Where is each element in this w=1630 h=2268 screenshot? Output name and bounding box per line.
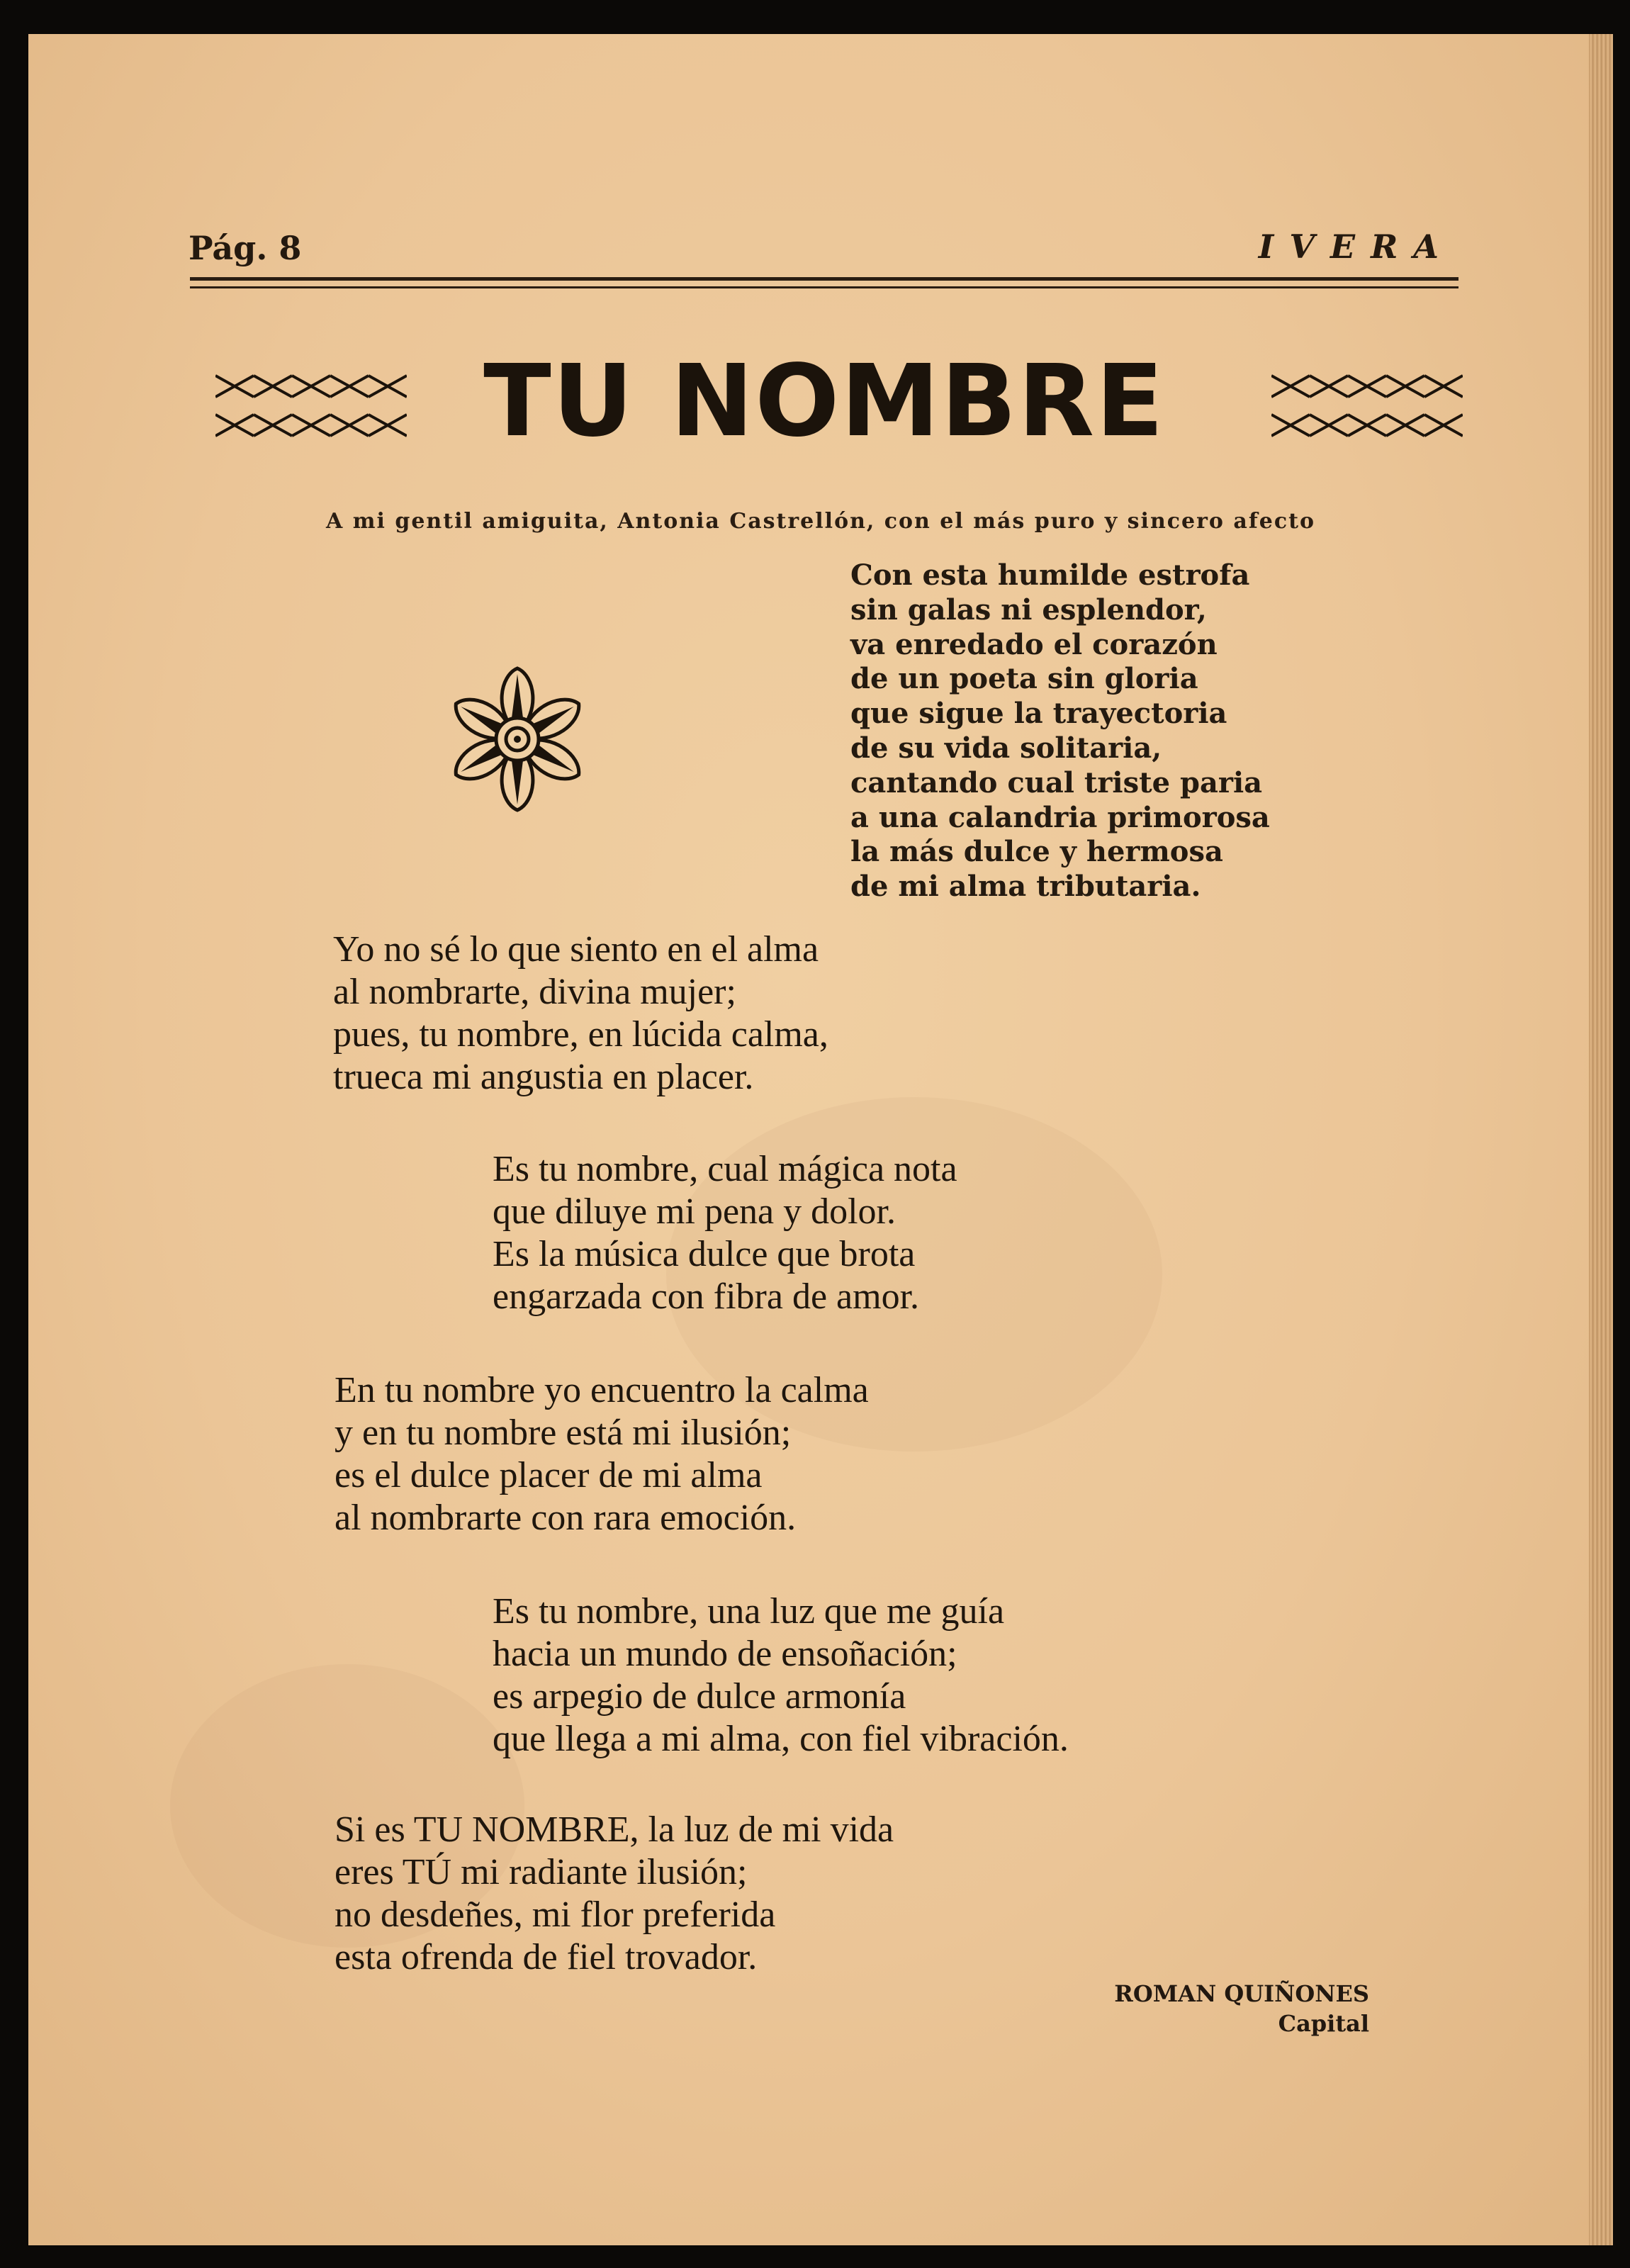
verse-line: y en tu nombre está mi ilusión; xyxy=(335,1413,792,1453)
verse-line: pues, tu nombre, en lúcida calma, xyxy=(333,1014,828,1055)
signature xyxy=(1114,1979,1369,2038)
verse-line: de un poeta sin gloria xyxy=(850,662,1198,696)
page-number: Pág. 8 xyxy=(189,229,302,267)
verse-line: que llega a mi alma, con fiel vibración. xyxy=(493,1719,1069,1759)
verse-line: Si es TU NOMBRE, la luz de mi vida xyxy=(335,1809,894,1850)
verse-line: Yo no sé lo que siento en el alma xyxy=(333,929,819,970)
header-rule-thick xyxy=(190,277,1458,281)
verse-line: que sigue la trayectoria xyxy=(850,697,1227,731)
verse-line: Es la música dulce que brota xyxy=(493,1234,916,1274)
intro-stanza xyxy=(850,558,1270,904)
stanza-2 xyxy=(493,1148,957,1318)
verse-line: la más dulce y hermosa xyxy=(850,835,1223,869)
stanza-3 xyxy=(335,1369,869,1539)
verse-line: Con esta humilde estrofa xyxy=(850,558,1250,592)
verse-line: eres TÚ mi radiante ilusión; xyxy=(335,1852,748,1892)
verse-line: Es tu nombre, cual mágica nota xyxy=(493,1149,957,1189)
publication-name: IVERA xyxy=(1258,228,1454,266)
verse-line: hacia un mundo de ensoñación; xyxy=(493,1634,957,1674)
verse-line: al nombrarte, divina mujer; xyxy=(333,972,736,1012)
verse-line: es el dulce placer de mi alma xyxy=(335,1455,763,1495)
dedication: A mi gentil amiguita, Antonia Castrellón, con el más puro y sincero afecto xyxy=(326,509,1315,534)
stanza-5 xyxy=(335,1809,894,1979)
verse-line: es arpegio de dulce armonía xyxy=(493,1676,906,1717)
verse-line: que diluye mi pena y dolor. xyxy=(493,1191,896,1232)
header-rule-thin xyxy=(190,286,1458,288)
verse-line: engarzada con fibra de amor. xyxy=(493,1276,920,1317)
verse-line: cantando cual triste paria xyxy=(850,765,1263,799)
stanza-4 xyxy=(493,1590,1069,1761)
title-row xyxy=(190,339,1458,495)
verse-line: esta ofrenda de fiel trovador. xyxy=(335,1937,758,1977)
stanza-1 xyxy=(333,928,828,1099)
verse-line: no desdeñes, mi flor preferida xyxy=(335,1894,776,1935)
magazine-page xyxy=(28,34,1613,2245)
verse-line: En tu nombre yo encuentro la calma xyxy=(335,1370,869,1410)
verse-line: Es tu nombre, una luz que me guía xyxy=(493,1591,1005,1632)
verse-line: sin galas ni esplendor, xyxy=(850,593,1207,627)
verse-line: a una calandria primorosa xyxy=(850,800,1270,834)
poem-title: TU NOMBRE xyxy=(483,344,1165,459)
page-edge xyxy=(1589,34,1613,2245)
verse-line: de su vida solitaria, xyxy=(850,731,1162,765)
crosshatch-ornament-icon xyxy=(1271,354,1463,461)
verse-line: trueca mi angustia en placer. xyxy=(333,1057,754,1097)
author-place: Capital xyxy=(1278,2010,1369,2037)
verse-line: al nombrarte con rara emoción. xyxy=(335,1498,797,1538)
verse-line: va enredado el corazón xyxy=(850,627,1218,661)
flower-ornament-icon xyxy=(439,661,595,817)
verse-line: de mi alma tributaria. xyxy=(850,870,1201,904)
author-name: ROMAN QUIÑONES xyxy=(1114,1980,1369,2007)
